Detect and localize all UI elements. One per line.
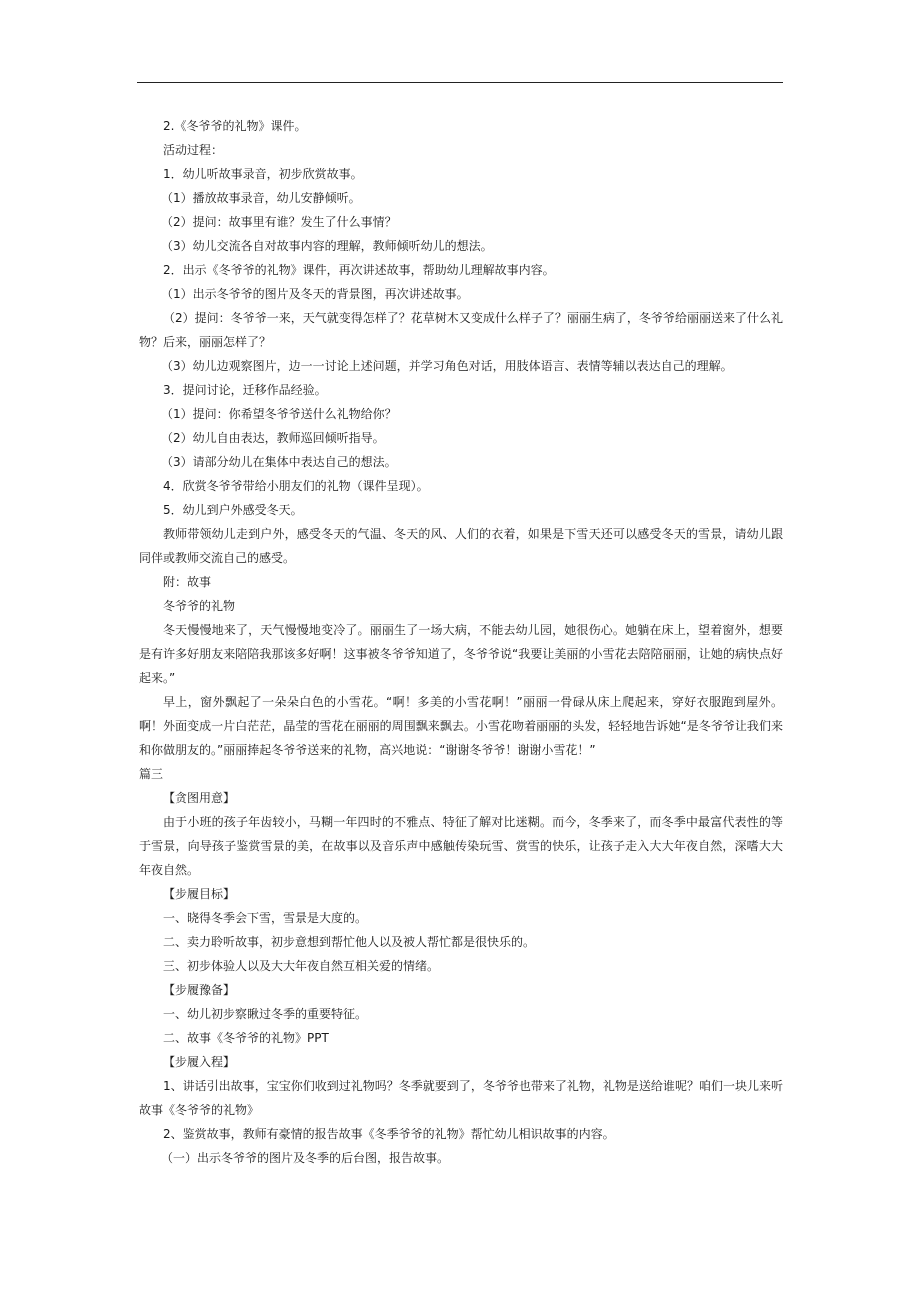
text-paragraph: （2）提问：冬爷爷一来，天气就变得怎样了？花草树木又变成什么样子了？丽丽生病了，冬爷爷给丽丽送来了什么礼物？后来，丽丽怎样了？ — [139, 311, 783, 349]
text-line: 2.《冬爷爷的礼物》课件。 — [163, 119, 307, 133]
section-heading: 篇三 — [139, 767, 164, 781]
bracket-heading: 【步履豫备】 — [163, 983, 236, 997]
text-line: 1．幼儿听故事录音，初步欣赏故事。 — [163, 167, 363, 181]
text-line: （1）提问：你希望冬爷爷送什么礼物给你？ — [161, 407, 397, 421]
header-rule — [137, 82, 783, 83]
text-line: 二、故事《冬爷爷的礼物》PPT — [163, 1031, 329, 1045]
text-line: （2）幼儿自由表达，教师巡回倾听指导。 — [161, 431, 385, 445]
text-line: （2）提问：故事里有谁？发生了什么事情？ — [161, 215, 397, 229]
text-line: （3）幼儿交流各自对故事内容的理解，教师倾听幼儿的想法。 — [161, 239, 493, 253]
bracket-heading: 【步履目标】 — [163, 887, 236, 901]
text-line: 一、幼儿初步察瞅过冬季的重要特征。 — [163, 1007, 368, 1021]
text-line: （3）幼儿边观察图片，边一一讨论上述问题，并学习角色对话，用肢体语言、表情等辅以表达自己的理解。 — [161, 359, 733, 373]
text-line: 一、晓得冬季会下雪，雪景是大度的。 — [163, 911, 368, 925]
text-line: 二、卖力聆听故事，初步意想到帮忙他人以及被人帮忙都是很快乐的。 — [163, 935, 536, 949]
text-line: 2．出示《冬爷爷的礼物》课件，再次讲述故事，帮助幼儿理解故事内容。 — [163, 263, 555, 277]
text-paragraph: 教师带领幼儿走到户外，感受冬天的气温、冬天的风、人们的衣着，如果是下雪天还可以感受冬天的雪景，请幼儿跟同伴或教师交流自己的感受。 — [139, 527, 783, 565]
bracket-heading: 【步履入程】 — [163, 1055, 236, 1069]
text-line: 三、初步体验人以及大大年夜自然互相关爱的情绪。 — [163, 959, 440, 973]
bracket-heading: 【贪图用意】 — [163, 791, 236, 805]
document-body — [139, 114, 783, 1170]
text-line: 活动过程： — [163, 143, 224, 157]
text-line: 2、鉴赏故事，教师有豪情的报告故事《冬季爷爷的礼物》帮忙幼儿相识故事的内容。 — [163, 1127, 615, 1141]
text-paragraph: 由于小班的孩子年齿较小，马糊一年四时的不雅点、特征了解对比迷糊。而今，冬季来了，而冬季中最富代表性的等于雪景，向导孩子鉴赏雪景的美，在故事以及音乐声中感触传染玩雪、赏雪的快乐，让孩子走入大大年夜自然，深嗜大大年夜自然。 — [139, 815, 783, 877]
story-paragraph: 早上，窗外飘起了一朵朵白色的小雪花。“啊！多美的小雪花啊！”丽丽一骨碌从床上爬起来，穿好衣服跑到屋外。啊！外面变成一片白茫茫，晶莹的雪花在丽丽的周围飘来飘去。小雪花吻着丽丽的头发，轻轻地告诉她“是冬爷爷让我们来和你做朋友的。”丽丽捧起冬爷爷送来的礼物，高兴地说：“谢谢冬爷爷！谢谢小雪花！” — [139, 695, 783, 757]
text-line: 5．幼儿到户外感受冬天。 — [163, 503, 303, 517]
text-line: （1）出示冬爷爷的图片及冬天的背景图，再次讲述故事。 — [161, 287, 469, 301]
text-line: （一）出示冬爷爷的图片及冬季的后台图，报告故事。 — [161, 1151, 450, 1165]
text-line: （3）请部分幼儿在集体中表达自己的想法。 — [161, 455, 397, 469]
text-line: 3．提问讨论，迁移作品经验。 — [163, 383, 327, 397]
text-line: （1）播放故事录音，幼儿安静倾听。 — [161, 191, 361, 205]
story-title: 冬爷爷的礼物 — [163, 599, 236, 613]
text-paragraph: 1、讲话引出故事，宝宝你们收到过礼物吗？冬季就要到了，冬爷爷也带来了礼物，礼物是送给谁呢？咱们一块儿来听故事《冬爷爷的礼物》 — [139, 1079, 783, 1117]
story-paragraph: 冬天慢慢地来了，天气慢慢地变冷了。丽丽生了一场大病，不能去幼儿园，她很伤心。她躺在床上，望着窗外，想要是有许多好朋友来陪陪我那该多好啊！这事被冬爷爷知道了，冬爷爷说“我要让美丽的小雪花去陪陪丽丽，让她的病快点好起来。” — [139, 623, 783, 685]
text-line: 4．欣赏冬爷爷带给小朋友们的礼物（课件呈现）。 — [163, 479, 429, 493]
text-line: 附：故事 — [163, 575, 212, 589]
